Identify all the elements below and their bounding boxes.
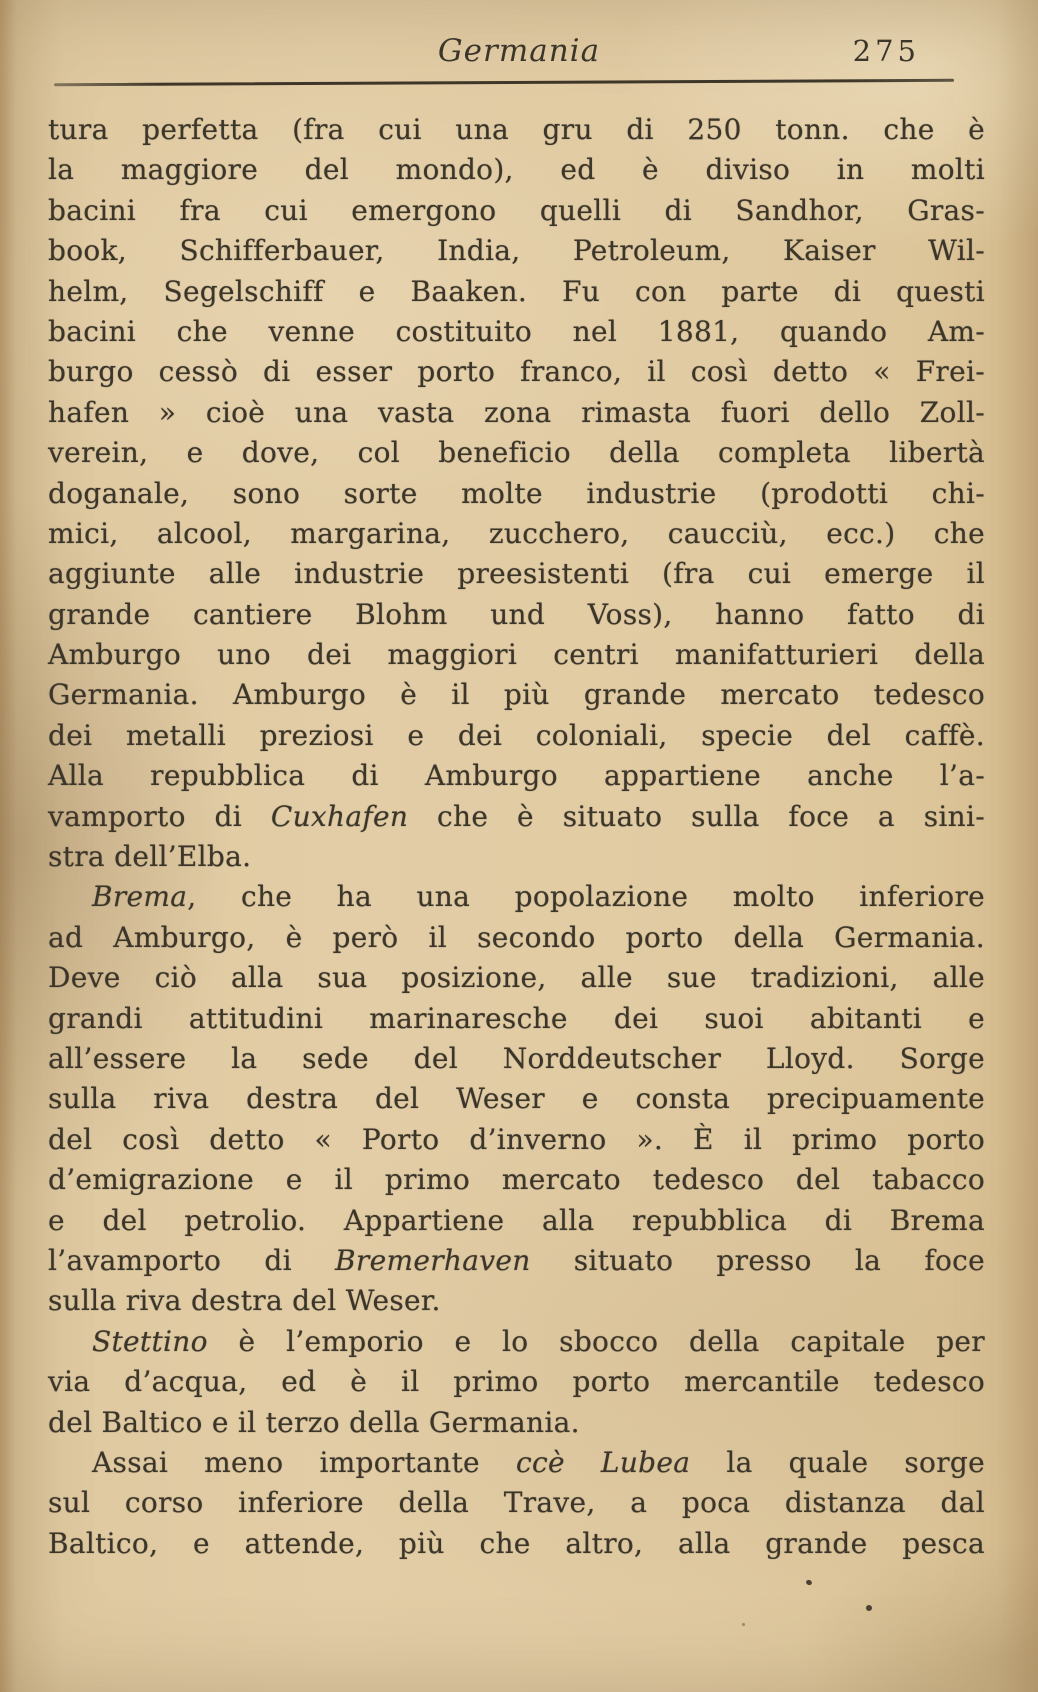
text-segment: [565, 1446, 601, 1479]
text-line: [48, 1241, 985, 1281]
italic-text-segment: ccè: [516, 1445, 565, 1479]
text-line: [48, 110, 985, 150]
italic-text-segment: Stettino: [92, 1324, 208, 1358]
text-segment: via d’acqua, ed è il primo porto mercantile tedesco: [48, 1365, 985, 1399]
italic-text-segment: Brema: [92, 880, 188, 914]
text-segment: Alla repubblica di Amburgo appartiene anche l’a-: [48, 759, 985, 793]
text-segment: sul corso inferiore della Trave, a poca distanza dal: [48, 1486, 985, 1520]
text-line: [48, 150, 985, 190]
text-segment: l’avamporto di: [48, 1243, 336, 1277]
text-line: [48, 1039, 985, 1079]
text-line: [48, 514, 985, 554]
text-segment: è l’emporio e lo sbocco della capitale per: [207, 1324, 985, 1358]
text-line: [48, 554, 985, 594]
text-segment: situato presso la foce: [530, 1243, 985, 1277]
text-segment: grande cantiere Blohm und Voss), hanno fatto di: [48, 597, 985, 631]
text-segment: Assai meno importante: [92, 1445, 516, 1479]
text-line: [48, 1483, 985, 1523]
text-line: [48, 1079, 985, 1119]
running-head-title: Germania: [437, 33, 601, 69]
text-line: [48, 635, 985, 675]
text-segment: e del petrolio. Appartiene alla repubblica di Brema: [48, 1203, 985, 1237]
text-line: [48, 1443, 985, 1483]
text-line: [48, 1524, 985, 1564]
text-segment: doganale, sono sorte molte industrie (prodotti chi-: [48, 476, 985, 510]
text-segment: la maggiore del mondo), ed è diviso in molti: [48, 153, 985, 187]
text-segment: tura perfetta (fra cui una gru di 250 tonn. che è: [48, 113, 985, 146]
ink-speck: [742, 1623, 745, 1626]
text-segment: helm, Segelschiff e Baaken. Fu con parte di questi: [48, 274, 985, 308]
text-line: [48, 433, 985, 473]
text-segment: bacini che venne costituito nel 1881, quando Am-: [48, 314, 985, 348]
ink-speck: [866, 1605, 872, 1611]
italic-text-segment: Lubea: [600, 1445, 691, 1479]
text-segment: d’emigrazione e il primo mercato tedesco del tabacco: [48, 1163, 985, 1197]
text-segment: verein, e dove, col beneficio della completa libertà: [48, 436, 985, 470]
text-line: [48, 191, 985, 231]
text-line: [48, 999, 985, 1039]
text-segment: ad Amburgo, è però il secondo porto della Germania.: [48, 920, 985, 954]
text-segment: , che ha una popolazione molto inferiore: [187, 880, 985, 914]
text-segment: hafen » cioè una vasta zona rimasta fuori dello Zoll-: [48, 395, 985, 429]
text-segment: burgo cessò di esser porto franco, il così detto « Frei-: [48, 355, 985, 389]
text-line: [48, 474, 985, 514]
italic-text-segment: Cuxhafen: [270, 799, 409, 833]
text-line: [48, 393, 985, 433]
page-body: [48, 110, 985, 1564]
text-line: [48, 1160, 985, 1200]
running-head: [0, 30, 1038, 72]
text-line: [48, 1322, 985, 1362]
text-segment: stra dell’Elba.: [48, 840, 252, 874]
text-line: [48, 837, 985, 877]
text-segment: all’essere la sede del Norddeutscher Lloyd. Sorge: [48, 1041, 985, 1075]
text-segment: che è situato sulla foce a sini-: [408, 799, 985, 833]
text-segment: Amburgo uno dei maggiori centri manifatturieri della: [48, 638, 985, 672]
text-line: [48, 918, 985, 958]
text-line: [48, 312, 985, 352]
text-segment: del Baltico e il terzo della Germania.: [48, 1405, 580, 1439]
text-line: [48, 1403, 985, 1443]
italic-text-segment: Bremerhaven: [335, 1243, 531, 1277]
text-line: [48, 1281, 985, 1321]
text-line: [48, 877, 985, 917]
header-rule: [54, 79, 954, 86]
text-line: [48, 756, 985, 796]
text-line: [48, 797, 985, 837]
text-segment: grandi attitudini marinaresche dei suoi abitanti e: [48, 1001, 985, 1035]
text-line: [48, 352, 985, 392]
text-line: [48, 1120, 985, 1160]
text-segment: sulla riva destra del Weser.: [48, 1284, 441, 1318]
ink-speck: [805, 1579, 812, 1586]
text-line: [48, 231, 985, 271]
text-segment: del così detto « Porto d’inverno ». È il primo porto: [48, 1122, 985, 1156]
text-segment: Germania. Amburgo è il più grande mercato tedesco: [48, 678, 985, 712]
text-segment: Deve ciò alla sua posizione, alle sue tradizioni, alle: [48, 961, 985, 995]
text-line: [48, 958, 985, 998]
text-line: [48, 675, 985, 715]
text-line: [48, 595, 985, 635]
text-segment: bacini fra cui emergono quelli di Sandhor, Gras-: [48, 193, 985, 227]
text-segment: la quale sorge: [690, 1445, 985, 1479]
text-segment: Baltico, e attende, più che altro, alla grande pesca: [48, 1526, 985, 1560]
text-segment: sulla riva destra del Weser e consta precipuamente: [48, 1082, 985, 1116]
text-line: [48, 1201, 985, 1241]
text-line: [48, 272, 985, 312]
text-segment: vamporto di: [48, 799, 271, 833]
text-segment: dei metalli preziosi e dei coloniali, specie del caffè.: [48, 718, 985, 752]
text-line: [48, 1362, 985, 1402]
text-segment: book, Schifferbauer, India, Petroleum, Kaiser Wil-: [48, 234, 985, 268]
text-segment: aggiunte alle industrie preesistenti (fra cui emerge il: [48, 557, 985, 591]
text-line: [48, 716, 985, 756]
page-number: 275: [852, 34, 920, 68]
text-segment: mici, alcool, margarina, zucchero, caucciù, ecc.) che: [48, 516, 985, 550]
